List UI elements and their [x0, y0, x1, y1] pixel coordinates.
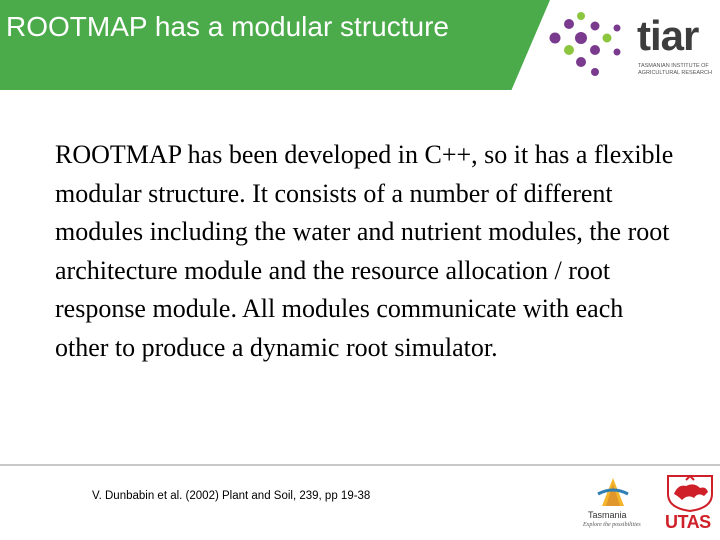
- tiar-logo: [545, 10, 715, 85]
- tasmania-wordmark: Tasmania: [588, 510, 627, 520]
- footer-divider: [0, 464, 720, 466]
- slide-title: ROOTMAP has a modular structure: [6, 11, 449, 42]
- tasmania-tagline: Explore the possibilities: [583, 522, 641, 528]
- tiar-wordmark: tiar: [637, 12, 699, 59]
- tasmania-emblem-icon: [580, 476, 646, 510]
- citation: V. Dunbabin et al. (2002) Plant and Soil, 239, pp 19-38: [92, 490, 371, 502]
- tiar-subtitle: TASMANIAN INSTITUTE OF AGRICULTURAL RESEARCH: [638, 63, 712, 76]
- tasmania-logo: [580, 476, 646, 536]
- utas-wordmark: UTAS: [665, 512, 711, 532]
- tiar-dots-icon: [545, 10, 635, 85]
- utas-crest-icon: [664, 472, 716, 512]
- utas-logo: [664, 472, 716, 536]
- slide-body-text: ROOTMAP has been developed in C++, so it has a flexible modular structure. It consists of a number of different modules including the water and nutrient modules, the root architecture module and the resource allocation / root response module. All modules communicate with each other to produce a dynamic root simulator.: [55, 140, 674, 362]
